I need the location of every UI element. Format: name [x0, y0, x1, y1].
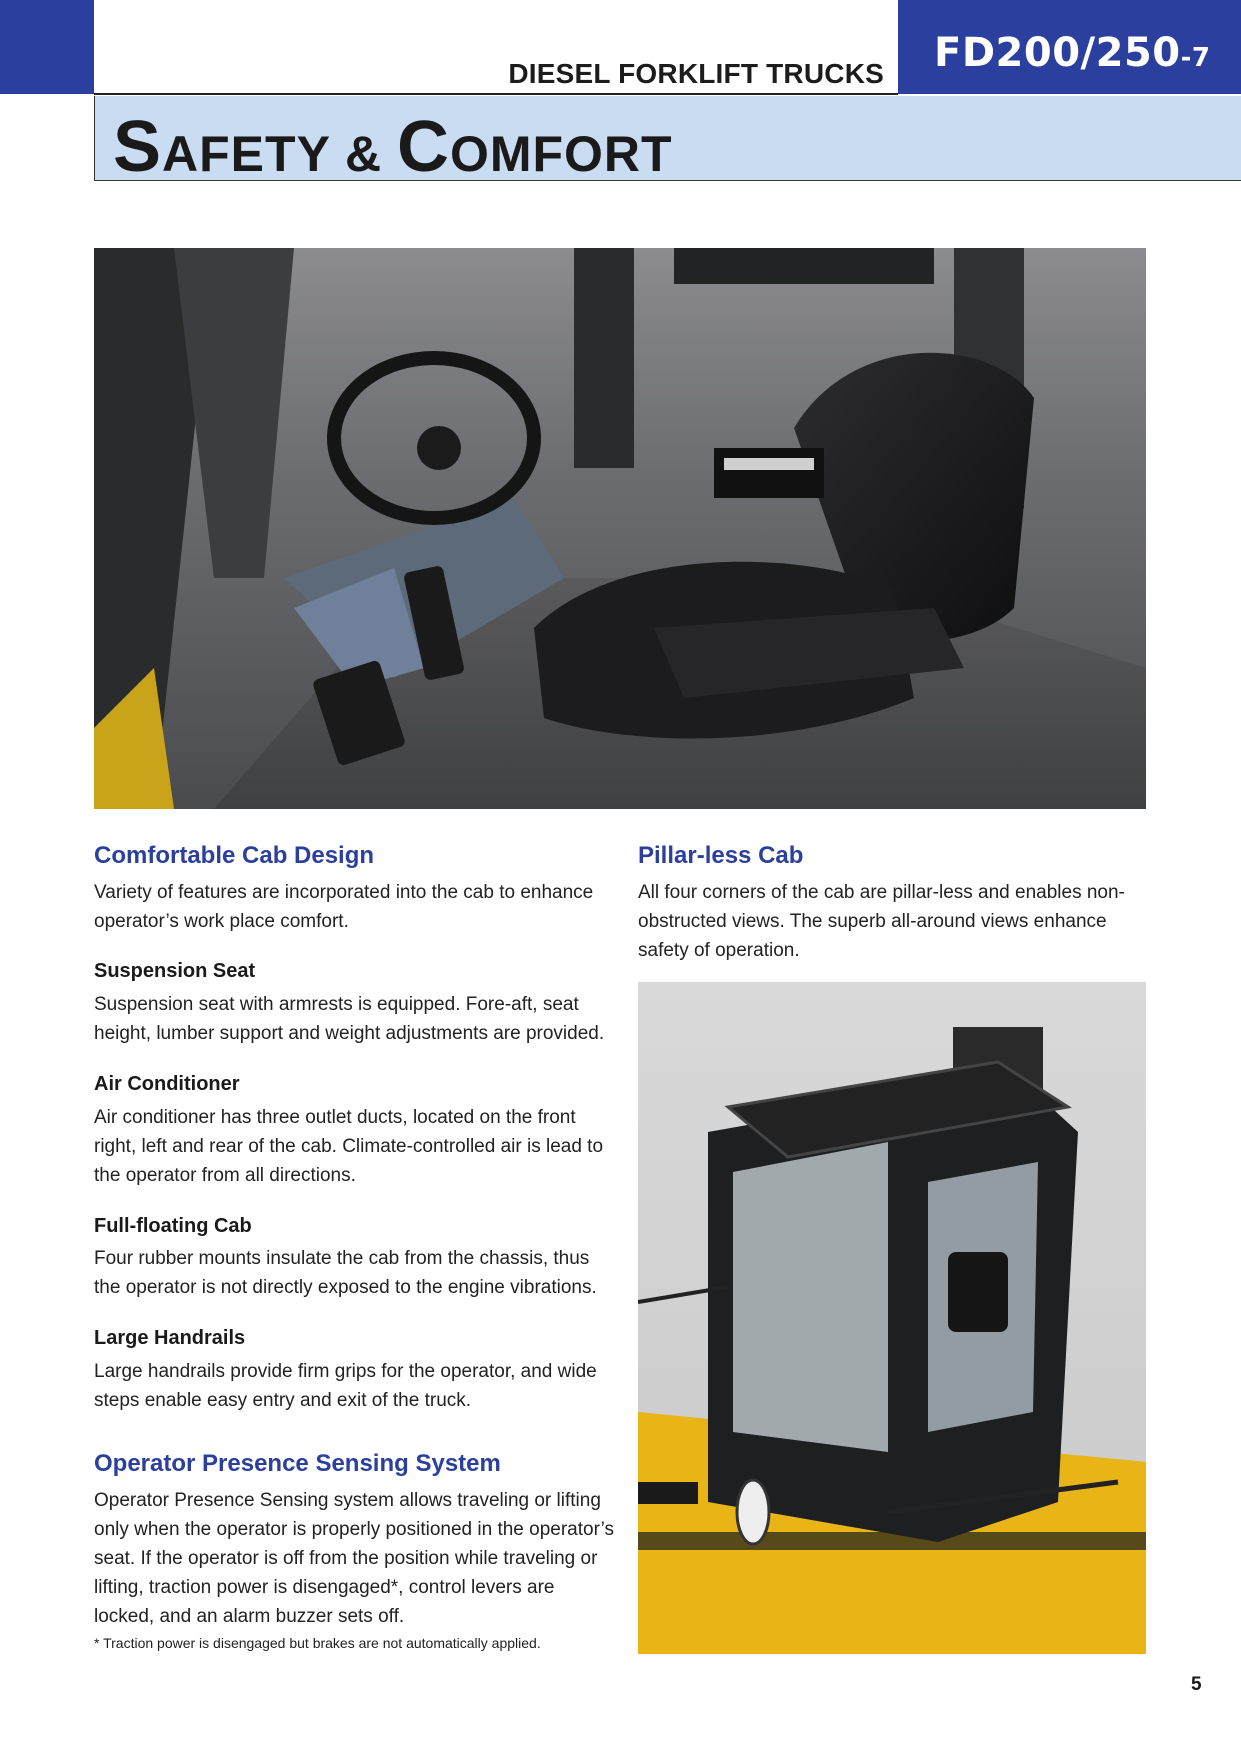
- suspension-seat-heading: Suspension Seat: [94, 960, 256, 982]
- page-number: 5: [1191, 1674, 1202, 1695]
- cab-interior-photo: [94, 248, 1146, 809]
- large-handrails-heading: Large Handrails: [94, 1327, 246, 1349]
- air-conditioner-heading: Air Conditioner: [94, 1073, 240, 1095]
- presence-sensing-heading: Operator Presence Sensing System: [94, 1450, 501, 1477]
- title-initial-s: S: [113, 107, 163, 187]
- model-suffix: -7: [1180, 43, 1211, 73]
- title-initial-c: C: [396, 107, 450, 187]
- header-rule: [94, 93, 898, 95]
- air-conditioner-body: Air conditioner has three outlet ducts, located on the front right, left and rear of the cab. Climate-controlled air is lead to the operator from all directions.: [94, 1107, 604, 1186]
- presence-sensing-body: Operator Presence Sensing system allows traveling or lifting only when the operator is properly positioned in the operator’s seat. If the operator is off from the position while traveling or lifting, traction power is disengaged*, control levers are locked, and an alarm buzzer sets off.: [94, 1490, 615, 1627]
- header-category: DIESEL FORKLIFT TRUCKS: [508, 58, 884, 89]
- pillarless-cab-heading: Pillar-less Cab: [638, 842, 804, 869]
- full-floating-cab-heading: Full-floating Cab: [94, 1215, 252, 1237]
- model-name: FD200/250: [934, 30, 1181, 76]
- page-title: [113, 106, 673, 188]
- cab-design-body: Variety of features are incorporated into the cab to enhance operator’s work place comfort.: [94, 882, 594, 932]
- pillarless-cab-photo: [638, 982, 1146, 1654]
- header-model: [934, 30, 1211, 76]
- large-handrails-body: Large handrails provide firm grips for the operator, and wide steps enable easy entry and exit of the truck.: [94, 1361, 597, 1411]
- presence-sensing-footnote: * Traction power is disengaged but brakes are not automatically applied.: [94, 1635, 541, 1651]
- cab-design-heading: Comfortable Cab Design: [94, 842, 375, 869]
- title-ampersand: &: [344, 126, 383, 182]
- title-word-2: OMFORT: [449, 126, 673, 182]
- suspension-seat-body: Suspension seat with armrests is equipped. Fore-aft, seat height, lumber support and weight adjustments are provided.: [94, 994, 605, 1044]
- title-band: [94, 96, 1241, 187]
- full-floating-cab-body: Four rubber mounts insulate the cab from the chassis, thus the operator is not directly exposed to the engine vibrations.: [94, 1248, 597, 1298]
- title-word-1: AFETY: [162, 126, 331, 182]
- pillarless-cab-body: All four corners of the cab are pillar-less and enables non-obstructed views. The superb all-around views enhance safety of operation.: [638, 882, 1125, 961]
